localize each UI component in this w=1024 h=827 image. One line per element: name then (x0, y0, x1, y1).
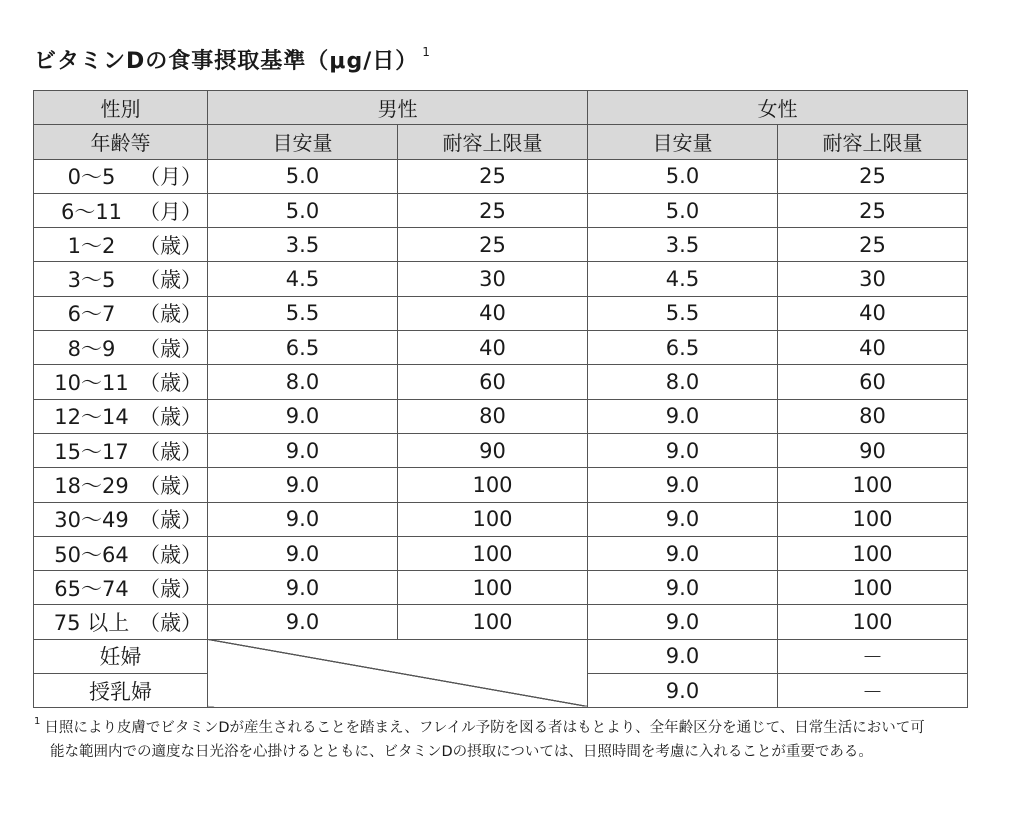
age-unit: （歳） (139, 336, 202, 361)
female-adequate-intake-cell: 5.0 (588, 193, 778, 227)
female-upper-limit-cell: 100 (778, 502, 968, 536)
table-row (34, 262, 968, 296)
age-cell (34, 399, 208, 433)
header-female-adequate-intake: 目安量 (588, 125, 778, 159)
female-adequate-intake-cell: 5.0 (588, 159, 778, 193)
age-unit: （歳） (139, 268, 202, 293)
age-cell (34, 228, 208, 262)
header-male-adequate-intake: 目安量 (208, 125, 398, 159)
title-note-marker: 1 (422, 44, 431, 59)
female-upper-limit-cell: 25 (778, 159, 968, 193)
female-adequate-intake-cell: 9.0 (588, 433, 778, 467)
age-range: 8～9 (67, 336, 116, 361)
male-upper-limit-cell: 40 (398, 296, 588, 330)
age-cell (34, 536, 208, 570)
header-female: 女性 (588, 91, 968, 125)
male-upper-limit-cell: 100 (398, 468, 588, 502)
age-unit: （歳） (139, 576, 202, 601)
age-unit: （月） (139, 165, 202, 190)
male-upper-limit-cell: 30 (398, 262, 588, 296)
table-row (34, 365, 968, 399)
male-adequate-intake-cell: 9.0 (208, 536, 398, 570)
table-row (34, 605, 968, 639)
header-sex-label: 性別 (34, 91, 208, 125)
male-upper-limit-cell: 100 (398, 502, 588, 536)
female-adequate-intake-cell: 8.0 (588, 365, 778, 399)
age-range: 1～2 (67, 233, 116, 258)
age-cell (34, 193, 208, 227)
table-row (34, 433, 968, 467)
page-title (34, 44, 431, 75)
female-adequate-intake-cell: 9.0 (588, 571, 778, 605)
male-adequate-intake-cell: 9.0 (208, 433, 398, 467)
female-adequate-intake-cell: 9.0 (588, 536, 778, 570)
footnote (34, 712, 979, 764)
age-range: 50～64 (54, 542, 129, 567)
footnote-line-1: 日照により皮膚でビタミンDが産生されることを踏まえ、フレイル予防を図る者はもとより、全年齢区分を通じて、日常生活において可 (44, 719, 925, 736)
table-row (34, 536, 968, 570)
female-adequate-intake-cell: 9.0 (588, 399, 778, 433)
age-range: 0～5 (67, 165, 116, 190)
age-range: 18～29 (54, 473, 129, 498)
male-adequate-intake-cell: 5.0 (208, 159, 398, 193)
age-cell (34, 468, 208, 502)
female-adequate-intake-cell: 9.0 (588, 502, 778, 536)
table-row-pregnant (34, 639, 968, 673)
female-upper-limit-cell: 100 (778, 536, 968, 570)
lactating-adequate-intake-cell: 9.0 (588, 674, 778, 708)
female-upper-limit-cell: 25 (778, 228, 968, 262)
male-adequate-intake-cell: 6.5 (208, 331, 398, 365)
male-upper-limit-cell: 100 (398, 536, 588, 570)
male-upper-limit-cell: 100 (398, 605, 588, 639)
lactating-upper-limit-cell: － (778, 674, 968, 708)
age-unit: （歳） (139, 302, 202, 327)
male-adequate-intake-cell: 3.5 (208, 228, 398, 262)
age-range: 6～7 (67, 302, 116, 327)
age-cell (34, 433, 208, 467)
female-upper-limit-cell: 100 (778, 468, 968, 502)
female-upper-limit-cell: 40 (778, 331, 968, 365)
male-adequate-intake-cell: 9.0 (208, 399, 398, 433)
male-adequate-intake-cell: 9.0 (208, 571, 398, 605)
age-unit: （歳） (139, 233, 202, 258)
age-unit: （月） (139, 199, 202, 224)
age-cell (34, 262, 208, 296)
female-upper-limit-cell: 80 (778, 399, 968, 433)
female-upper-limit-cell: 25 (778, 193, 968, 227)
age-unit: （歳） (139, 611, 202, 636)
age-unit: （歳） (139, 371, 202, 396)
female-upper-limit-cell: 40 (778, 296, 968, 330)
male-adequate-intake-cell: 8.0 (208, 365, 398, 399)
table-row (34, 331, 968, 365)
female-upper-limit-cell: 100 (778, 605, 968, 639)
male-adequate-intake-cell: 5.0 (208, 193, 398, 227)
age-unit: （歳） (139, 542, 202, 567)
header-row-age (34, 125, 968, 159)
age-cell (34, 159, 208, 193)
age-range: 12～14 (54, 405, 129, 430)
pregnant-upper-limit-cell: － (778, 639, 968, 673)
female-upper-limit-cell: 60 (778, 365, 968, 399)
female-adequate-intake-cell: 9.0 (588, 605, 778, 639)
table-row (34, 193, 968, 227)
male-upper-limit-cell: 25 (398, 193, 588, 227)
male-upper-limit-cell: 90 (398, 433, 588, 467)
age-range: 6～11 (60, 199, 123, 224)
age-range: 15～17 (54, 439, 129, 464)
header-female-upper-limit: 耐容上限量 (778, 125, 968, 159)
male-upper-limit-cell: 40 (398, 331, 588, 365)
male-upper-limit-cell: 60 (398, 365, 588, 399)
footnote-marker: 1 (34, 716, 41, 727)
female-adequate-intake-cell: 3.5 (588, 228, 778, 262)
age-cell (34, 296, 208, 330)
vitamin-d-table (33, 90, 968, 708)
male-upper-limit-cell: 25 (398, 228, 588, 262)
table-row (34, 502, 968, 536)
age-range: 30～49 (54, 508, 129, 533)
header-age-label: 年齢等 (34, 125, 208, 159)
table-row (34, 399, 968, 433)
age-cell (34, 365, 208, 399)
lactating-label-cell: 授乳婦 (34, 674, 208, 708)
age-cell (34, 571, 208, 605)
male-adequate-intake-cell: 9.0 (208, 468, 398, 502)
male-upper-limit-cell: 80 (398, 399, 588, 433)
age-unit: （歳） (139, 508, 202, 533)
female-adequate-intake-cell: 4.5 (588, 262, 778, 296)
age-range: 75 以上 (53, 611, 130, 636)
age-range: 10～11 (54, 371, 129, 396)
age-range: 65～74 (54, 576, 129, 601)
table-row (34, 296, 968, 330)
female-adequate-intake-cell: 6.5 (588, 331, 778, 365)
header-row-sex (34, 91, 968, 125)
pregnant-label-cell: 妊婦 (34, 639, 208, 673)
age-cell (34, 331, 208, 365)
male-adequate-intake-cell: 9.0 (208, 502, 398, 536)
header-male-upper-limit: 耐容上限量 (398, 125, 588, 159)
age-unit: （歳） (139, 439, 202, 464)
age-unit: （歳） (139, 473, 202, 498)
male-upper-limit-cell: 25 (398, 159, 588, 193)
title-text: ビタミンDの食事摂取基準（μg/日） (34, 49, 419, 74)
male-adequate-intake-cell: 9.0 (208, 605, 398, 639)
female-upper-limit-cell: 90 (778, 433, 968, 467)
female-adequate-intake-cell: 5.5 (588, 296, 778, 330)
age-range: 3～5 (67, 268, 116, 293)
footnote-line-2: 能な範囲内での適度な日光浴を心掛けるとともに、ビタミンDの摂取については、日照時間を考慮に入れることが重要である。 (50, 743, 873, 760)
pregnant-adequate-intake-cell: 9.0 (588, 639, 778, 673)
table-row (34, 468, 968, 502)
age-cell (34, 605, 208, 639)
male-upper-limit-cell: 100 (398, 571, 588, 605)
male-not-applicable-cell (208, 639, 588, 708)
header-male: 男性 (208, 91, 588, 125)
female-upper-limit-cell: 100 (778, 571, 968, 605)
female-upper-limit-cell: 30 (778, 262, 968, 296)
age-unit: （歳） (139, 405, 202, 430)
male-adequate-intake-cell: 5.5 (208, 296, 398, 330)
male-adequate-intake-cell: 4.5 (208, 262, 398, 296)
age-cell (34, 502, 208, 536)
table-row (34, 571, 968, 605)
table-row (34, 228, 968, 262)
table-row (34, 159, 968, 193)
female-adequate-intake-cell: 9.0 (588, 468, 778, 502)
